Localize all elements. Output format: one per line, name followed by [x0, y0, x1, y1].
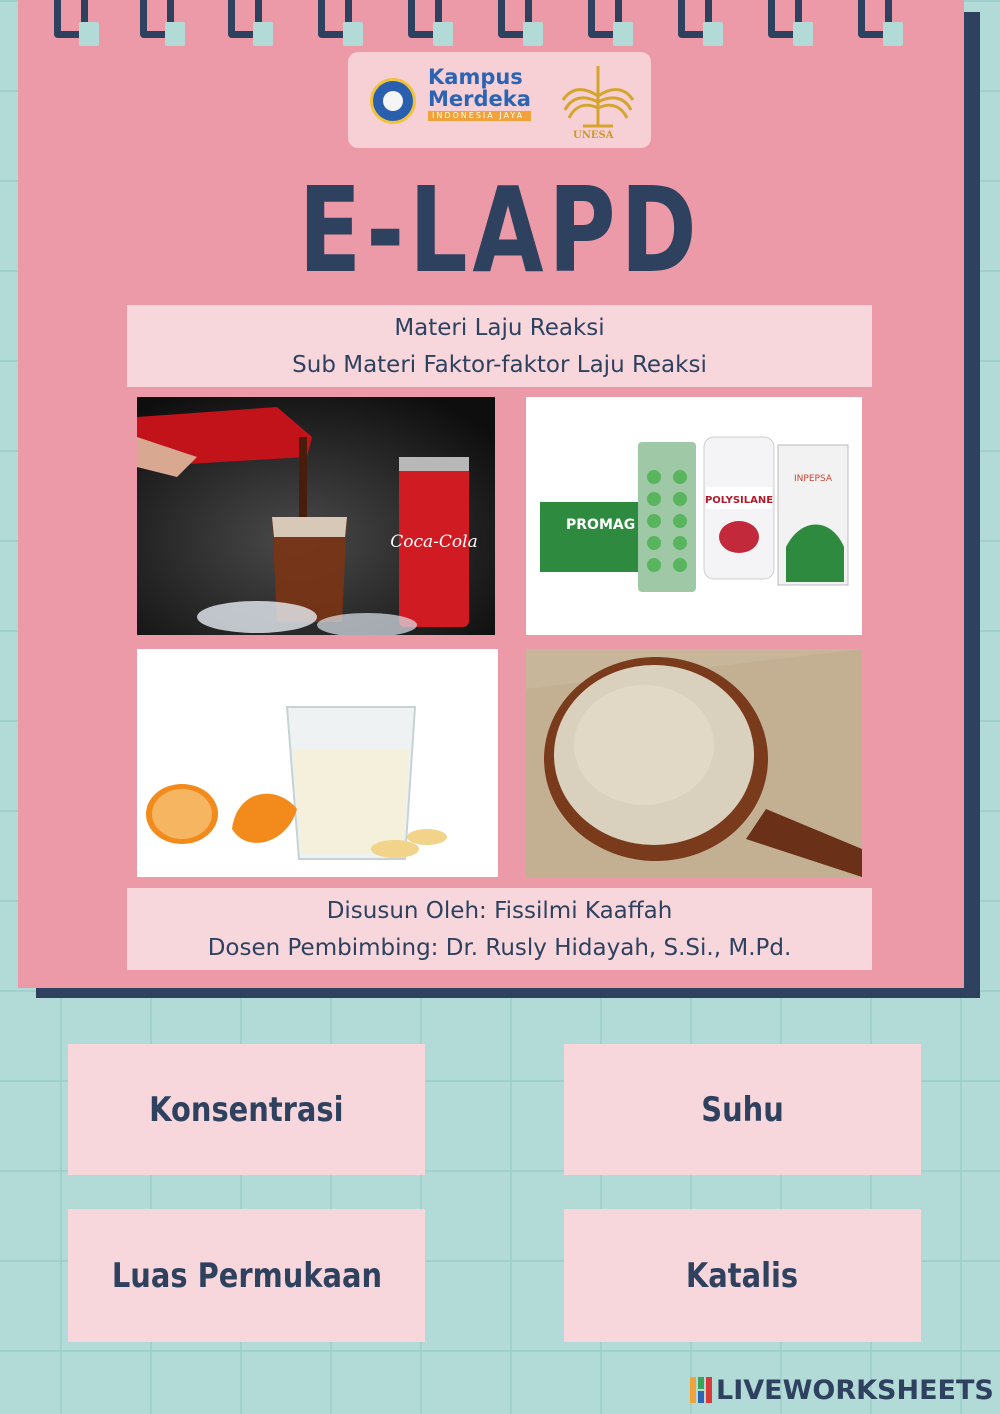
inpepsa-label: INPEPSA — [794, 474, 832, 484]
binder-ring — [54, 0, 88, 38]
binder-ring — [498, 0, 532, 38]
category-katalis[interactable] — [564, 1209, 921, 1342]
category-luas-permukaan[interactable] — [68, 1209, 425, 1342]
binder-ring — [318, 0, 352, 38]
binder-ring — [408, 0, 442, 38]
category-label: Luas Permukaan — [111, 1255, 382, 1296]
cola-pouring-photo — [137, 397, 495, 635]
brand-text: LIVEWORKSHEETS — [716, 1374, 994, 1406]
liveworksheets-logo-icon — [690, 1377, 712, 1403]
binder-rings — [0, 0, 1000, 60]
kampus-merdeka-logo — [428, 66, 531, 121]
yeast-spoon-photo — [526, 649, 862, 877]
logo-box — [348, 52, 651, 148]
can-label: Coca-Cola — [390, 532, 478, 552]
binder-ring — [858, 0, 892, 38]
category-label: Konsentrasi — [149, 1089, 344, 1130]
effervescent-tablet-photo — [137, 649, 498, 877]
merdeka-text: Merdeka — [428, 87, 531, 111]
subject-line-1: Materi Laju Reaksi — [394, 315, 605, 341]
binder-ring — [140, 0, 174, 38]
kampus-text: Kampus — [428, 65, 523, 89]
credits-box — [127, 888, 872, 970]
category-konsentrasi[interactable] — [68, 1044, 425, 1175]
binder-ring — [228, 0, 262, 38]
liveworksheets-brand[interactable] — [690, 1372, 994, 1408]
kemendikbud-logo-icon — [370, 78, 416, 124]
kampus-tagline: INDONESIA JAYA — [428, 111, 531, 121]
category-label: Suhu — [701, 1089, 784, 1130]
category-suhu[interactable] — [564, 1044, 921, 1175]
subject-line-2: Sub Materi Faktor-faktor Laju Reaksi — [292, 352, 707, 378]
promag-label: PROMAG — [566, 517, 636, 533]
binder-ring — [678, 0, 712, 38]
advisor-line: Dosen Pembimbing: Dr. Rusly Hidayah, S.Si., M.Pd. — [207, 935, 792, 961]
antacid-medicines-photo — [526, 397, 862, 635]
unesa-text: UNESA — [573, 130, 614, 141]
polysilane-label: POLYSILANE — [704, 495, 774, 506]
category-label: Katalis — [686, 1255, 799, 1296]
binder-ring — [588, 0, 622, 38]
page-title: E-LAPD — [298, 161, 702, 299]
subject-box — [127, 305, 872, 387]
author-line: Disusun Oleh: Fissilmi Kaaffah — [326, 898, 673, 924]
binder-ring — [768, 0, 802, 38]
